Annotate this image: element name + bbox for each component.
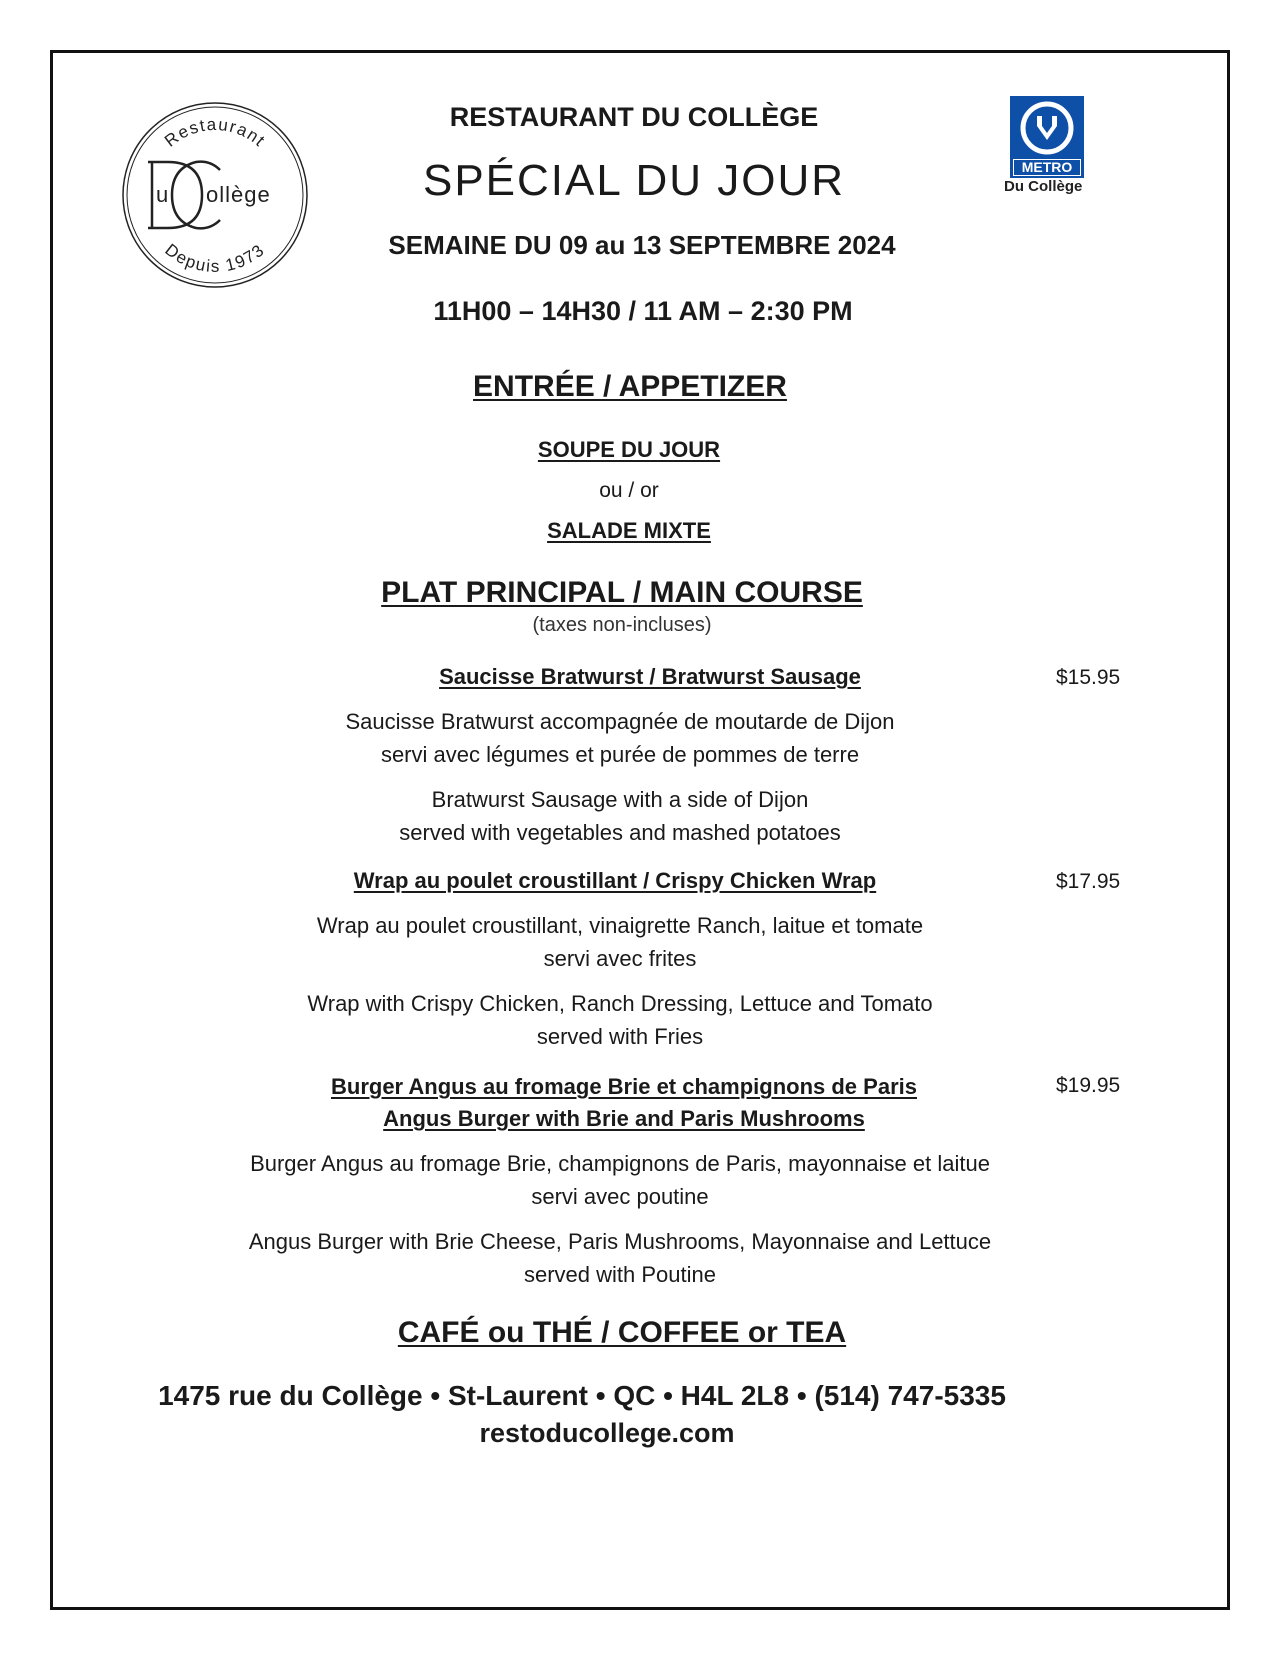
week-dates: SEMAINE DU 09 au 13 SEPTEMBRE 2024 [388,230,896,260]
dish-name [265,868,965,894]
salad-label: SALADE MIXTE [547,518,711,543]
svg-text:ollège: ollège [206,182,271,207]
desc-line: Wrap au poulet croustillant, vinaigrette Ranch, laitue et tomate [316,913,924,938]
desc-line: served with vegetables and mashed potatoes [399,820,841,845]
footer-website: restoducollege.com [479,1418,735,1448]
dish-name-text: Burger Angus au fromage Brie et champignons de Paris [331,1074,917,1099]
service-hours: 11H00 – 14H30 / 11 AM – 2:30 PM [433,296,853,326]
dish-name-text: Saucisse Bratwurst / Bratwurst Sausage [439,664,861,689]
metro-label: METRO [1013,159,1081,176]
main-course-heading [0,576,1264,610]
metro-station: Du Collège [1004,178,1083,195]
dish-price: $15.95 [1056,666,1121,689]
page-title: SPÉCIAL DU JOUR [422,156,845,205]
dish-name [264,1071,984,1135]
desc-line: Burger Angus au fromage Brie, champignons de Paris, mayonnaise et laitue [250,1151,990,1176]
svg-text:Restaurant: Restaurant [161,114,270,151]
dish-description-en [170,1225,1070,1291]
appetizer-heading [0,370,1272,404]
appetizer-option-salad [0,518,1271,544]
dish-price: $19.95 [1056,1074,1121,1097]
dish-name [300,664,1000,690]
desc-line: Angus Burger with Brie Cheese, Paris Mushrooms, Mayonnaise and Lettuce [248,1229,992,1254]
restaurant-name: RESTAURANT DU COLLÈGE [449,102,819,132]
dish-description-fr [220,909,1020,975]
appetizer-connector: ou / or [599,479,659,502]
desc-line: Wrap with Crispy Chicken, Ranch Dressing, Lettuce and Tomato [307,991,933,1016]
desc-line: servi avec frites [543,946,697,971]
drink-heading [0,1316,1264,1350]
dish-angus-burger [264,1071,984,1135]
desc-line: Saucisse Bratwurst accompagnée de moutarde de Dijon [345,709,895,734]
dish-chicken-wrap [265,868,965,894]
dish-name-text: Angus Burger with Brie and Paris Mushrooms [383,1106,865,1131]
svg-text:Depuis 1973: Depuis 1973 [161,240,269,276]
desc-line: servi avec légumes et purée de pommes de terre [380,742,860,767]
desc-line: servi avec poutine [531,1184,709,1209]
appetizer-heading-text: ENTRÉE / APPETIZER [473,370,787,403]
dish-price: $17.95 [1056,870,1121,893]
dish-bratwurst [300,664,1000,690]
desc-line: Bratwurst Sausage with a side of Dijon [431,787,809,812]
dish-description-en [220,783,1020,849]
desc-line: served with Poutine [524,1262,716,1287]
drink-heading-text: CAFÉ ou THÉ / COFFEE or TEA [397,1316,847,1349]
svg-text:u: u [156,182,169,207]
dish-description-fr [220,705,1020,771]
appetizer-option-soup [0,437,1271,463]
soup-label: SOUPE DU JOUR [537,437,721,462]
main-course-heading-text: PLAT PRINCIPAL / MAIN COURSE [381,576,863,609]
desc-line: served with Fries [536,1024,704,1049]
dish-description-en [220,987,1020,1053]
footer-address: 1475 rue du Collège • St-Laurent • QC • H4L 2L8 • (514) 747-5335 [158,1380,1006,1411]
tax-note: (taxes non-incluses) [532,614,712,636]
dish-name-text: Wrap au poulet croustillant / Crispy Chicken Wrap [353,868,877,893]
dish-description-fr [170,1147,1070,1213]
